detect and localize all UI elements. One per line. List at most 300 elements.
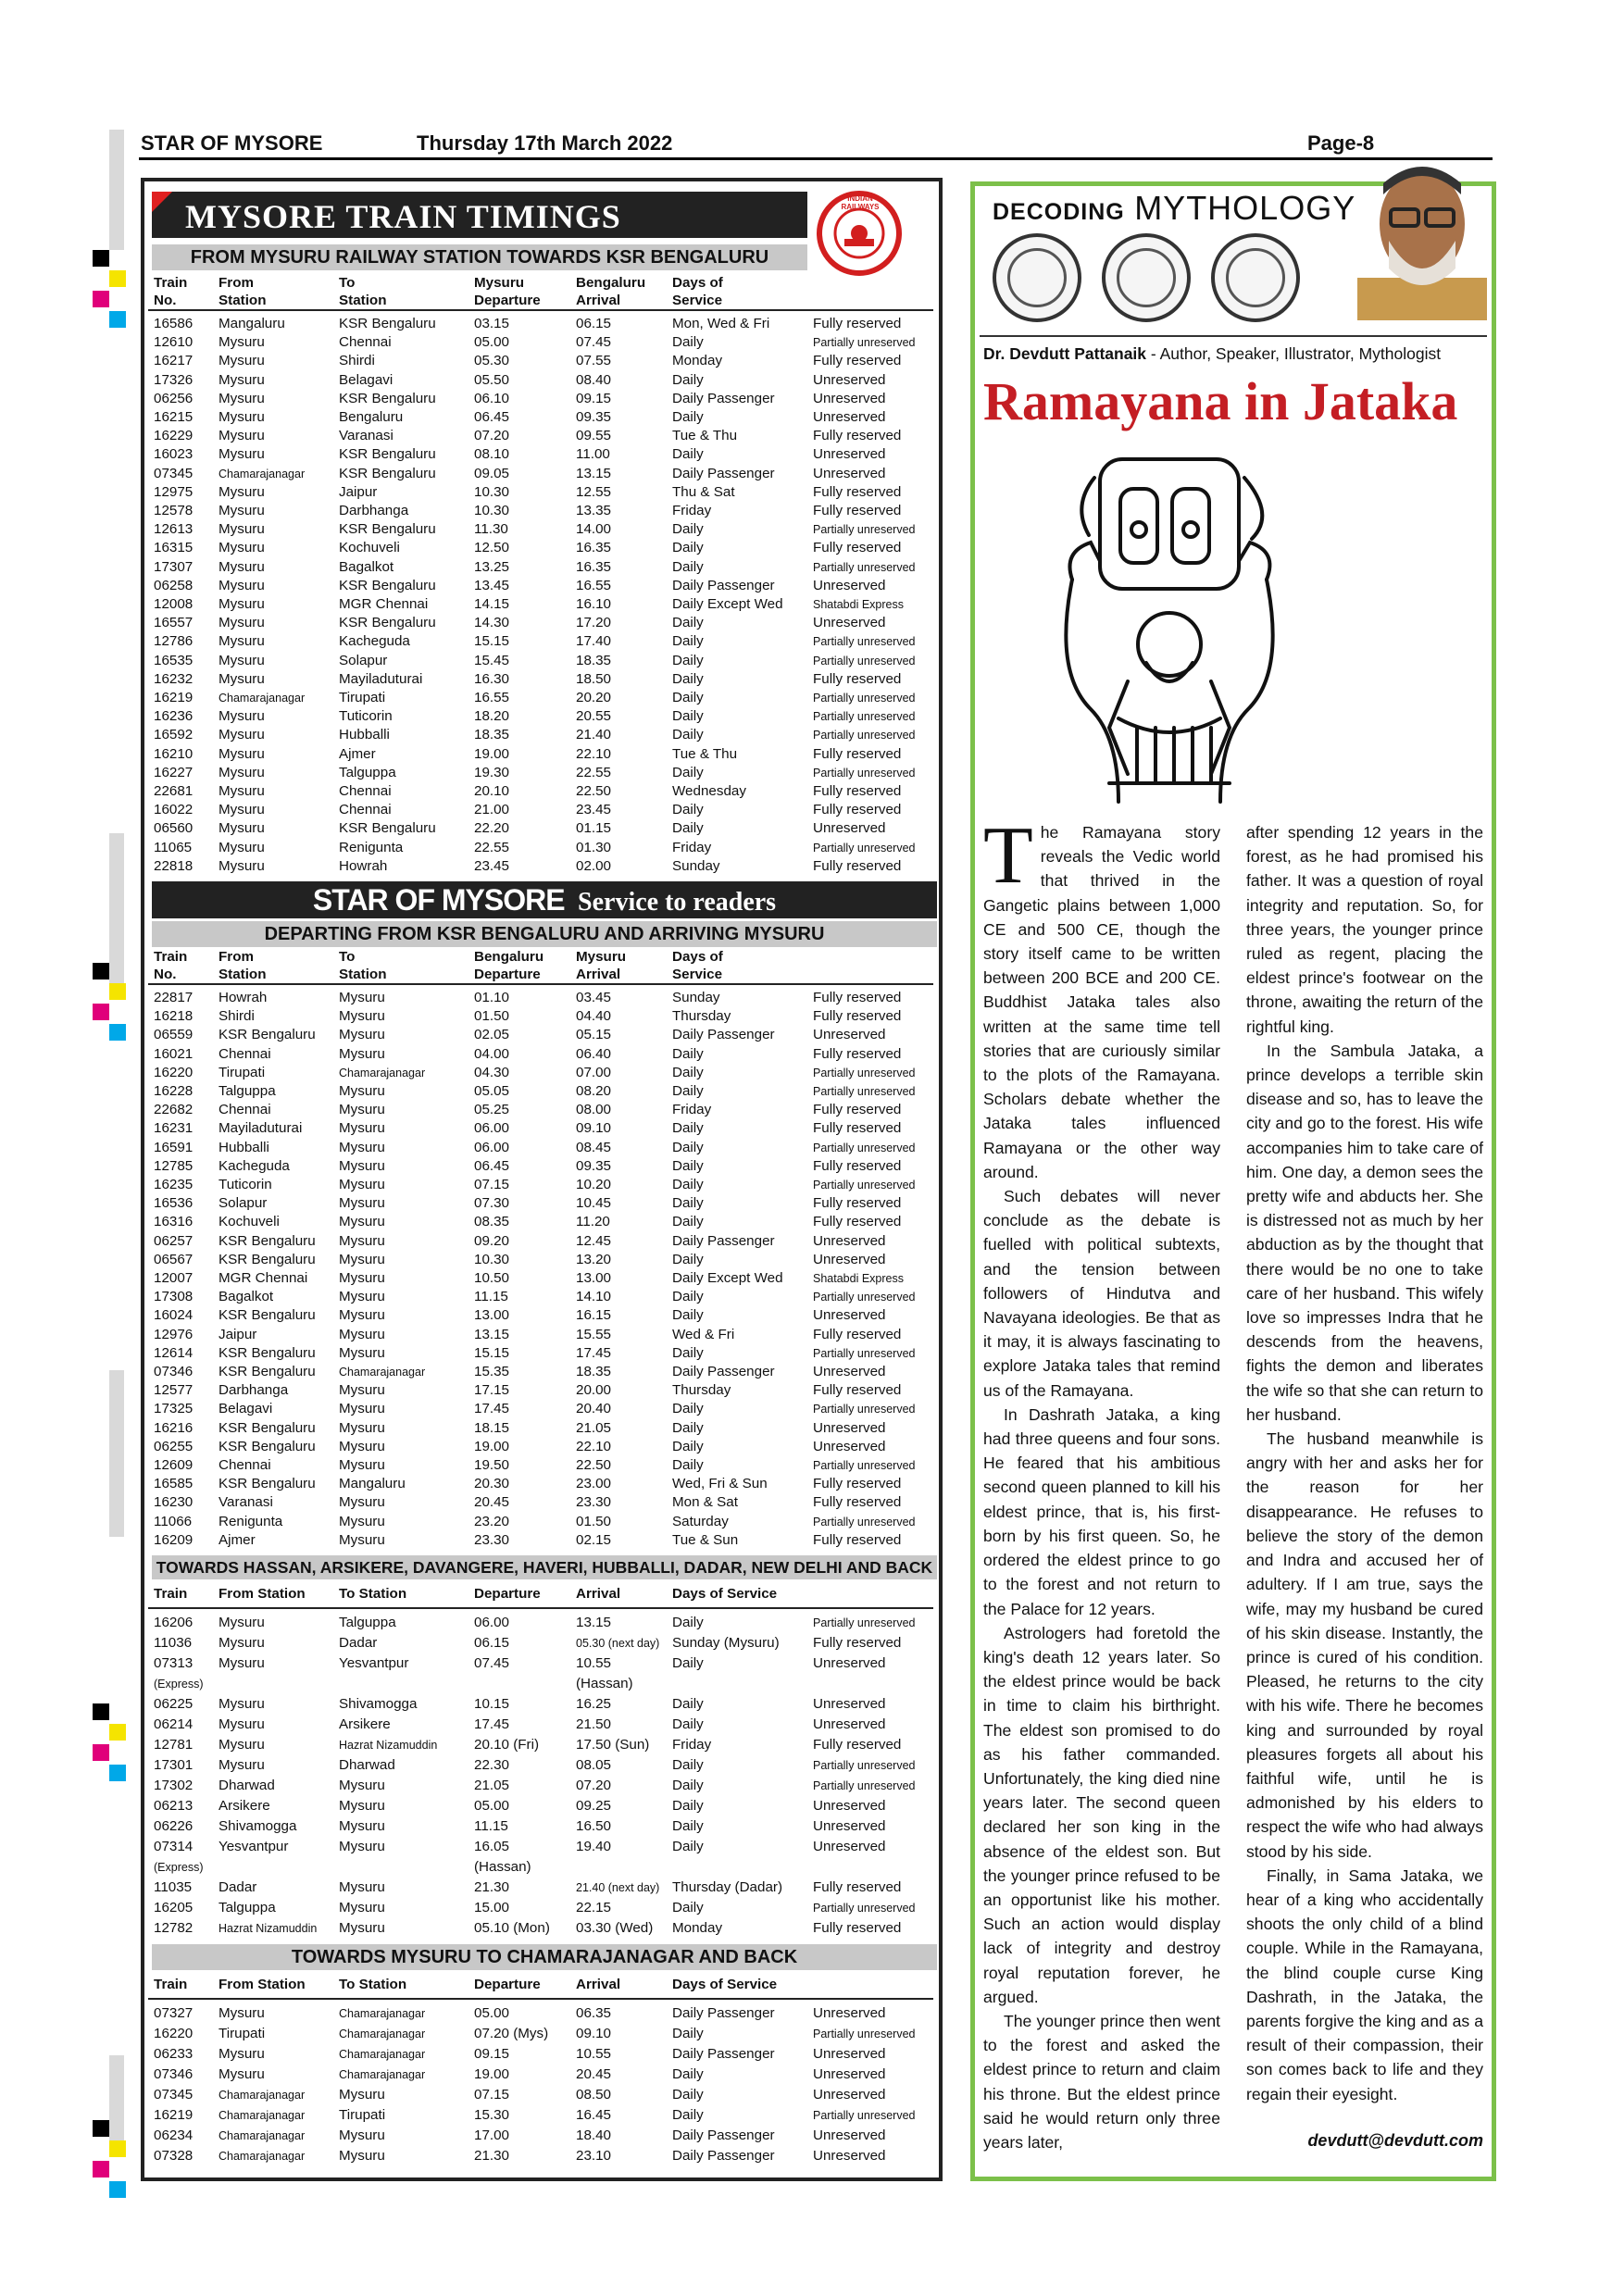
table-cell: Unreserved (813, 1438, 886, 1454)
table-header-row (148, 1972, 933, 1999)
table-cell: Monday (672, 1920, 723, 1936)
table-cell: 06256 (154, 390, 194, 406)
medallion-icon (1211, 233, 1300, 322)
table-cell (570, 1857, 667, 1878)
table-row (148, 764, 933, 782)
table-cell: Mangaluru (219, 316, 285, 331)
table-cell: Unreserved (813, 820, 886, 837)
table-cell: Mysuru (219, 1635, 265, 1651)
table-cell: Kochuveli (219, 1214, 280, 1230)
table-cell: Unreserved (813, 1232, 886, 1249)
table-cell: Daily (672, 820, 704, 837)
table-cell: Talguppa (339, 1615, 396, 1630)
table-cell: 06225 (154, 1696, 194, 1712)
table-cell: Howrah (339, 857, 388, 874)
table-cell: KSR Bengaluru (339, 615, 436, 631)
page-number: Page-8 (1307, 131, 1375, 155)
table-cell: Daily (672, 633, 704, 650)
table-row (148, 689, 933, 707)
table-row (148, 1776, 933, 1796)
table-cell: 15.30 (474, 2107, 510, 2123)
table-cell: 12.45 (576, 1232, 612, 1249)
table-cell: Chamarajanagar (219, 2129, 306, 2142)
table-cell: Mysuru (219, 2046, 265, 2062)
table-cell: Partially unreserved (813, 1085, 916, 1099)
table-cell: Daily Except Wed (672, 596, 783, 613)
table-row (148, 1694, 933, 1715)
table-row (148, 1251, 933, 1269)
table-cell: Mysuru (339, 1839, 385, 1854)
table-cell: Thu & Sat (672, 483, 735, 500)
table-cell: 05.15 (576, 1027, 612, 1043)
table-cell: 19.00 (474, 2066, 510, 2082)
table-cell: Mysuru (219, 652, 265, 668)
column-header: Train (154, 949, 188, 965)
table-cell: 22.50 (576, 783, 612, 800)
table-cell: Partially unreserved (813, 1459, 916, 1473)
column-header: Service (672, 967, 723, 982)
registration-mark (109, 1024, 126, 1041)
table-cell: 17.40 (576, 633, 612, 650)
table-cell: Partially unreserved (813, 2109, 916, 2122)
table-cell: 16205 (154, 1900, 194, 1915)
table-cell: Chennai (219, 1102, 271, 1118)
table-cell: Mysuru (219, 839, 265, 855)
table-cell: Mysuru (339, 1139, 385, 1155)
table-cell: Partially unreserved (813, 710, 916, 724)
column-header: Days of (672, 949, 723, 965)
registration-mark (109, 1724, 126, 1741)
table-cell: 17307 (154, 558, 194, 575)
table-cell: 18.15 (474, 1419, 510, 1436)
table-cell: Daily (672, 1120, 704, 1137)
table-cell: Shirdi (219, 1008, 255, 1025)
table-cell: 16557 (154, 615, 194, 631)
table-cell: Mysuru (339, 1457, 385, 1474)
table-row (148, 801, 933, 819)
table-cell: Mysuru (219, 783, 265, 800)
registration-mark (109, 2181, 126, 2198)
table-cell: Partially unreserved (813, 1346, 916, 1360)
table-cell: Daily (672, 1778, 704, 1793)
section1-heading: FROM MYSURU RAILWAY STATION TOWARDS KSR BENGALURU (152, 244, 807, 270)
table-cell: Mysuru (339, 1102, 385, 1118)
table-cell: 09.20 (474, 1232, 510, 1249)
table-cell: Daily (672, 1251, 704, 1267)
table-row (148, 1513, 933, 1531)
table-cell: Unreserved (813, 577, 886, 593)
table-cell: Mysuru (339, 1879, 385, 1895)
table-row (148, 1157, 933, 1176)
table-cell: 04.00 (474, 1045, 510, 1062)
table-cell: Mysuru (219, 2005, 265, 2021)
table-cell: 16.30 (474, 670, 510, 687)
table-cell: Mysuru (219, 521, 265, 538)
table-cell: Partially unreserved (813, 729, 916, 742)
table-cell: KSR Bengaluru (339, 316, 436, 331)
table-cell: 22817 (154, 990, 194, 1005)
table-cell: Mysuru (339, 1778, 385, 1793)
table-cell: Partially unreserved (813, 1403, 916, 1416)
table-cell: 07345 (154, 465, 194, 481)
table-cell: 16021 (154, 1045, 194, 1062)
table-row (148, 1082, 933, 1101)
table-row (148, 595, 933, 614)
table-cell: Chamarajanagar (219, 692, 306, 705)
table-cell: Mysuru (219, 1757, 265, 1773)
table-cell: (Hassan) (474, 1859, 531, 1875)
column-header: From Station (219, 1586, 306, 1602)
table-cell: Partially unreserved (813, 1515, 916, 1529)
table-cell: Hubballi (219, 1139, 269, 1155)
table-cell: 22.55 (576, 764, 612, 780)
table-cell: 17.50 (Sun) (576, 1737, 650, 1753)
table-cell: 16.55 (474, 690, 510, 706)
table-cell: Mysuru (219, 371, 265, 388)
column-header: Mysuru (576, 949, 627, 965)
table-cell: 16231 (154, 1120, 194, 1137)
table-cell: Sunday (Mysuru) (672, 1635, 780, 1651)
table-cell: Mayiladuturai (339, 670, 423, 687)
table-cell: 08.50 (576, 2087, 612, 2103)
header-rule (139, 157, 1493, 160)
table-cell: Unreserved (813, 1818, 886, 1834)
table-cell: Ajmer (219, 1531, 256, 1548)
table-row (148, 1381, 933, 1400)
table-cell: 19.40 (576, 1839, 612, 1854)
table-cell: 06567 (154, 1251, 194, 1267)
table-cell: 09.35 (576, 409, 612, 426)
column-header: To (339, 275, 356, 291)
table-cell: Fully reserved (813, 353, 902, 369)
table-row (148, 1456, 933, 1475)
table-cell: Daily (672, 615, 704, 631)
table-row (148, 1438, 933, 1456)
table-cell: 16592 (154, 727, 194, 743)
table-row (148, 408, 933, 427)
table-cell: 12008 (154, 596, 194, 613)
table-cell: Daily Passenger (672, 1232, 775, 1249)
table-cell: 16.10 (576, 596, 612, 613)
table-cell: Partially unreserved (813, 1141, 916, 1154)
table-cell: Mysuru (219, 353, 265, 369)
table-cell: Mysuru (339, 1120, 385, 1137)
table-cell: 09.25 (576, 1798, 612, 1814)
column-header: Arrival (576, 293, 621, 308)
table-cell: Mysuru (339, 1008, 385, 1025)
table-cell: Belagavi (339, 371, 394, 388)
table-cell: 12614 (154, 1344, 194, 1361)
table-row (148, 1306, 933, 1325)
table-row (148, 1613, 933, 1633)
table-cell: Friday (672, 839, 712, 855)
table-cell: Partially unreserved (813, 841, 916, 855)
table-cell: Chamarajanagar (219, 467, 306, 480)
table-row (148, 1878, 933, 1898)
registration-mark (109, 311, 126, 328)
article-paragraph: In Dashrath Jataka, a king had three queens and four sons. He feared that his ambitious second queen planned to kill his eldest prince, that is, his first-born by his first queen. So, he ordered the eldest prince to go to the forest and not return to the Palace for 12 years. (983, 1404, 1220, 1618)
article-paragraph: In the Sambula Jataka, a prince develops a terrible skin disease and so, has to leave the city and go to the forest. His wife accompanies him to take care of him. One day, a demon sees the pretty wife and abducts her. She is distressed not as much by her abduction as by the thought that there would be no one to take care of her husband. This wifely love so impresses Indra that he descends from the heavens, fights the demon and liberates the wife so that she can return to her husband. (1246, 1041, 1483, 1424)
table-cell: Mysuru (339, 2148, 385, 2164)
table-cell: 16535 (154, 652, 194, 668)
column-header: Departure (474, 293, 541, 308)
table-cell: 15.00 (474, 1900, 510, 1915)
column-header: Arrival (576, 1586, 621, 1602)
table-cell: Mysuru (339, 1438, 385, 1454)
table-cell: Dadar (219, 1879, 257, 1895)
table-cell: Mysuru (219, 1615, 265, 1630)
table-cell: Unreserved (813, 1655, 886, 1671)
table-cell: 16236 (154, 708, 194, 725)
table-cell: 20.55 (576, 708, 612, 725)
table-cell: Fully reserved (813, 670, 902, 687)
table-cell: Mayiladuturai (219, 1120, 303, 1137)
table-cell (667, 1857, 807, 1878)
table-cell: 13.15 (576, 465, 612, 481)
table-cell: 16220 (154, 2026, 194, 2041)
table-cell: Darbhanga (339, 503, 409, 519)
service-banner (152, 881, 937, 918)
table-cell: 17.15 (474, 1382, 510, 1399)
article-column-2 (1246, 820, 1483, 2106)
table-cell: 20.45 (576, 2066, 612, 2082)
table-cell: 16215 (154, 409, 194, 426)
table-cell: 11.15 (474, 1818, 508, 1834)
table-cell: 16591 (154, 1139, 194, 1155)
table-cell: Shatabdi Express (813, 1272, 904, 1286)
table-cell: 22.30 (474, 1757, 510, 1773)
table-cell: KSR Bengaluru (219, 1476, 316, 1492)
table-cell: Sunday (672, 857, 720, 874)
table-cell: Daily (672, 2066, 704, 2082)
table-cell: 22681 (154, 783, 194, 800)
table-cell: 12578 (154, 503, 194, 519)
table-cell: Chamarajanagar (339, 2028, 426, 2040)
table-cell: 01.10 (474, 990, 510, 1005)
table-cell: Unreserved (813, 1716, 886, 1732)
table-cell: Chamarajanagar (339, 2048, 426, 2061)
table-cell: KSR Bengaluru (219, 1364, 316, 1380)
table-cell: Daily (672, 1438, 704, 1454)
table-cell: 04.40 (576, 1008, 612, 1025)
table-cell: 17308 (154, 1289, 194, 1305)
table-cell: Fully reserved (813, 1214, 902, 1230)
table-cell: Daily (672, 540, 704, 556)
table-cell: 06.15 (474, 1635, 510, 1651)
table-cell: 10.30 (474, 483, 510, 500)
table-row (148, 352, 933, 370)
table-cell: Daily (672, 1045, 704, 1062)
table-cell: 17325 (154, 1401, 194, 1417)
column-header: Bengaluru (576, 275, 646, 291)
table-row (148, 1269, 933, 1288)
table-cell: Mysuru (219, 428, 265, 444)
table-cell: KSR Bengaluru (219, 1251, 316, 1267)
table-cell: Mysuru (219, 633, 265, 650)
column-header: From Station (219, 1977, 306, 1992)
table-cell: KSR Bengaluru (339, 390, 436, 406)
table-cell: Fully reserved (813, 1120, 902, 1137)
table-cell: 07313 (154, 1655, 194, 1671)
table-cell: Partially unreserved (813, 2028, 916, 2040)
table-cell: Mysuru (339, 1798, 385, 1814)
table-cell (333, 1857, 468, 1878)
table-cell: Shatabdi Express (813, 598, 904, 612)
column-header: Departure (474, 967, 541, 982)
table-cell: 22.20 (474, 820, 510, 837)
section3-table (148, 1581, 933, 1939)
table-cell: Fully reserved (813, 1494, 902, 1511)
table-cell: 09.55 (576, 428, 612, 444)
table-cell: Bagalkot (339, 558, 394, 575)
table-cell: Yesvantpur (339, 1655, 409, 1671)
table-cell: 06214 (154, 1716, 194, 1732)
table-cell: Renigunta (339, 839, 404, 855)
table-cell: Mysuru (219, 745, 265, 762)
table-cell: 22.55 (474, 839, 510, 855)
table-cell: 02.15 (576, 1531, 612, 1548)
table-row (148, 1918, 933, 1939)
table-cell: 12007 (154, 1270, 194, 1287)
table-cell: 21.30 (474, 2148, 510, 2164)
table-cell: Unreserved (813, 615, 886, 631)
table-cell: Yesvantpur (219, 1839, 289, 1854)
table-cell: 16.55 (576, 577, 612, 593)
table-row (148, 726, 933, 744)
table-cell: Unreserved (813, 1798, 886, 1814)
table-cell: Partially unreserved (813, 1179, 916, 1192)
table-cell: Partially unreserved (813, 692, 916, 705)
table-row (148, 1755, 933, 1776)
table-cell: Daily Passenger (672, 2005, 775, 2021)
table-cell: 07.45 (474, 1655, 510, 1671)
table-cell: Chennai (339, 783, 392, 800)
table-cell: 01.15 (576, 820, 612, 837)
table-cell: Fully reserved (813, 1195, 902, 1212)
table-cell: Chamarajanagar (219, 2089, 306, 2102)
table-cell: (Express) (154, 1861, 204, 1874)
table-cell: 06.00 (474, 1615, 510, 1630)
table-cell: Fully reserved (813, 1737, 902, 1753)
table-row (148, 1633, 933, 1653)
table-cell: 07.00 (576, 1064, 612, 1080)
table-cell: 07.20 (576, 1778, 612, 1793)
table-cell: Daily (672, 1757, 704, 1773)
table-cell: 13.15 (576, 1615, 612, 1630)
table-cell: 17301 (154, 1757, 194, 1773)
medallion-icon (1102, 233, 1191, 322)
table-row (148, 1288, 933, 1306)
table-cell: 02.05 (474, 1027, 510, 1043)
table-cell: Daily (672, 1157, 704, 1174)
table-row (148, 1493, 933, 1512)
byline (983, 344, 1441, 364)
table-row (148, 1419, 933, 1438)
table-cell: Mysuru (339, 1083, 385, 1100)
author-description: - Author, Speaker, Illustrator, Mythologist (1146, 344, 1442, 363)
table-cell: 17302 (154, 1778, 194, 1793)
table-cell: Varanasi (219, 1494, 273, 1511)
table-cell: 19.00 (474, 745, 510, 762)
table-cell: 16536 (154, 1195, 194, 1212)
table-cell: Kacheguda (219, 1157, 290, 1174)
table-cell: Fully reserved (813, 1531, 902, 1548)
table-cell: 06.40 (576, 1045, 612, 1062)
table-cell: 12785 (154, 1157, 194, 1174)
table-cell: 06.10 (474, 390, 510, 406)
section3-heading: TOWARDS HASSAN, ARSIKERE, DAVANGERE, HAVERI, HUBBALLI, DADAR, NEW DELHI AND BACK (152, 1555, 937, 1579)
table-cell: 01.50 (576, 1513, 612, 1529)
table-cell: Hubballi (339, 727, 390, 743)
table-cell: Partially unreserved (813, 635, 916, 649)
margin-gray-bar (109, 833, 124, 991)
table-cell: 05.25 (474, 1102, 510, 1118)
table-cell: Mysuru (339, 1177, 385, 1193)
table-cell: Daily Passenger (672, 2046, 775, 2062)
table-cell: Unreserved (813, 2066, 886, 2082)
table-row (148, 1653, 933, 1674)
table-cell: Partially unreserved (813, 523, 916, 537)
table-cell: 05.00 (474, 334, 510, 351)
table-cell: 01.50 (474, 1008, 510, 1025)
table-row (148, 857, 933, 876)
table-cell: Fully reserved (813, 783, 902, 800)
table-cell: 08.10 (474, 446, 510, 463)
table-cell: 06.00 (474, 1139, 510, 1155)
table-cell: Mysuru (339, 1307, 385, 1324)
column-header: Days of (672, 275, 723, 291)
table-cell: 23.30 (576, 1494, 612, 1511)
table-cell: 15.15 (474, 1344, 510, 1361)
table-cell: 09.10 (576, 1120, 612, 1137)
table-cell: Shivamogga (339, 1696, 418, 1712)
table-cell: Mysuru (339, 1419, 385, 1436)
table-cell: Fully reserved (813, 990, 902, 1005)
table-cell: 07.30 (474, 1195, 510, 1212)
table-cell: 15.35 (474, 1364, 510, 1380)
table-cell: Daily (672, 2026, 704, 2041)
table-row (148, 2065, 933, 2085)
table-cell: Thursday (672, 1382, 731, 1399)
table-cell: 19.30 (474, 764, 510, 780)
issue-date: Thursday 17th March 2022 (417, 131, 673, 155)
table-cell: Daily (672, 1716, 704, 1732)
table-cell: Unreserved (813, 2046, 886, 2062)
table-cell: 17326 (154, 371, 194, 388)
table-cell: 06.15 (576, 316, 612, 331)
table-cell: 06213 (154, 1798, 194, 1814)
table-cell: 16220 (154, 1064, 194, 1080)
table-cell: 21.30 (474, 1879, 510, 1895)
table-cell: 20.30 (474, 1476, 510, 1492)
table-cell: 04.30 (474, 1064, 510, 1080)
railway-logo (817, 191, 902, 276)
table-cell: Daily (672, 1457, 704, 1474)
table-cell: 23.45 (474, 857, 510, 874)
table-cell: 10.15 (474, 1696, 510, 1712)
table-cell: Mysuru (339, 1232, 385, 1249)
table-cell: 16209 (154, 1531, 194, 1548)
table-cell: 22.10 (576, 745, 612, 762)
table-cell: Daily (672, 1083, 704, 1100)
table-cell: 11.20 (576, 1214, 610, 1230)
table-cell: Friday (672, 1737, 712, 1753)
column-header: Days of Service (672, 1977, 778, 1992)
table-cell: Daily (672, 1139, 704, 1155)
table-cell: 12975 (154, 483, 194, 500)
table-cell: Sunday (672, 990, 720, 1005)
table-row (148, 539, 933, 557)
